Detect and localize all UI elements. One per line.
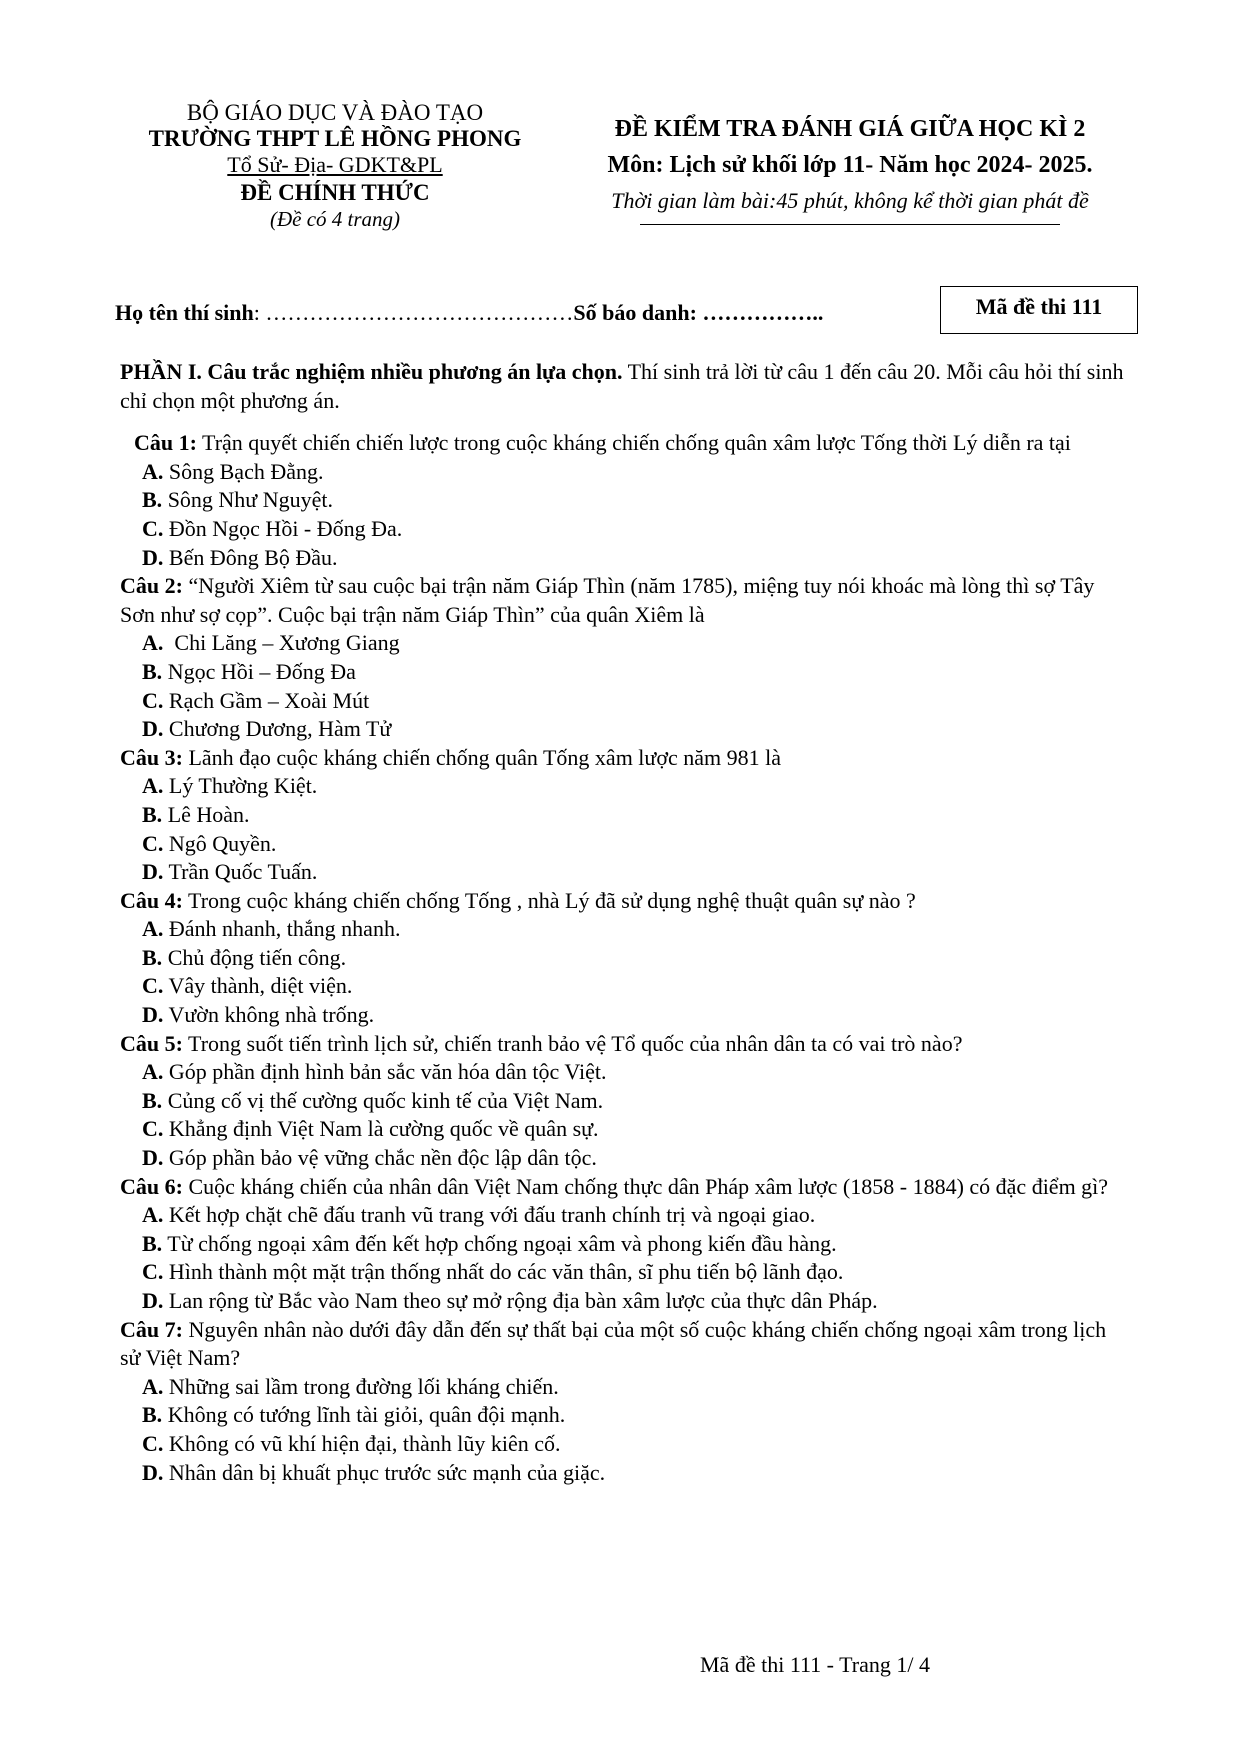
student-name-label: Họ tên thí sinh [115, 300, 254, 325]
option-label: D. [142, 1459, 164, 1485]
answer-option-b [120, 1230, 1125, 1259]
option-text: Nhân dân bị khuất phục trước sức mạnh của giặc. [163, 1459, 606, 1485]
answer-option-b [120, 486, 1125, 515]
option-label: D. [142, 1002, 164, 1028]
answer-option-d [120, 1459, 1125, 1488]
answer-option-d [120, 858, 1125, 887]
option-label: B. [142, 658, 163, 684]
answer-option-a [120, 772, 1125, 801]
question-label: Câu 6: [120, 1173, 183, 1199]
student-name-dots: : …………………………………… [253, 300, 574, 325]
option-label: B. [142, 1087, 163, 1113]
answer-option-d [120, 544, 1125, 573]
answer-option-b [120, 1087, 1125, 1116]
exam-title: ĐỀ KIỂM TRA ĐÁNH GIÁ GIỮA HỌC KÌ 2 [614, 116, 1086, 142]
official-label: ĐỀ CHÍNH THỨC [240, 180, 430, 205]
option-label: D. [142, 859, 164, 885]
option-text: Rạch Gầm – Xoài Mút [163, 687, 370, 713]
answer-option-d [120, 1144, 1125, 1173]
question-7 [120, 1316, 1125, 1373]
option-text: Góp phần định hình bản sắc văn hóa dân tộc Việt. [163, 1059, 607, 1085]
question-text: Nguyên nhân nào dưới đây dẫn đến sự thất bại của một số cuộc kháng chiến chống ngoại xâm trong lịch sử Việt Nam? [120, 1316, 1107, 1371]
answer-option-a [120, 915, 1125, 944]
answer-option-d [120, 1001, 1125, 1030]
option-label: D. [142, 1288, 164, 1313]
student-info-line [115, 300, 823, 326]
exam-time: Thời gian làm bài:45 phút, không kể thời gian phát đề [611, 188, 1089, 213]
option-label: A. [142, 1202, 164, 1228]
option-label: A. [142, 773, 164, 799]
option-label: D. [142, 1145, 164, 1171]
question-6 [120, 1173, 1125, 1202]
student-id-label: Số báo danh: [573, 300, 697, 325]
question-text: Trong cuộc kháng chiến chống Tống , nhà Lý đã sử dụng nghệ thuật quân sự nào ? [182, 887, 916, 913]
option-text: Vây thành, diệt viện. [163, 973, 353, 999]
option-label: C. [142, 687, 164, 713]
header-right [570, 112, 1130, 225]
option-label: C. [142, 1259, 164, 1285]
option-text: Sông Như Nguyệt. [162, 487, 333, 513]
answer-option-c [120, 830, 1125, 859]
question-text: “Người Xiêm từ sau cuộc bại trận năm Giáp Thìn (năm 1785), miệng tuy nói khoác mà lòng thì sợ Tây Sơn như sợ cọp”. Cuộc bại trận năm Giáp Thìn” của quân Xiêm là [120, 573, 1095, 627]
option-text: Chương Dương, Hàm Tử [163, 716, 392, 742]
option-text: Sông Bạch Đằng. [163, 458, 324, 484]
header-divider [640, 224, 1060, 225]
option-label: A. [142, 458, 164, 484]
option-label: A. [142, 630, 164, 656]
option-label: B. [142, 1402, 163, 1428]
answer-option-c [120, 1258, 1125, 1287]
option-text: Những sai lầm trong đường lối kháng chiến. [163, 1373, 559, 1399]
answer-option-b [120, 801, 1125, 830]
option-label: D. [142, 544, 164, 570]
exam-subject: Môn: Lịch sử khối lớp 11- Năm học 2024- 2025. [607, 152, 1093, 178]
exam-content [120, 358, 1125, 1487]
option-text: Chủ động tiến công. [162, 944, 347, 970]
page-footer: Mã đề thi 111 - Trang 1/ 4 [700, 1652, 930, 1677]
option-label: C. [142, 1430, 164, 1456]
question-4 [120, 887, 1125, 916]
option-text: Kết hợp chặt chẽ đấu tranh vũ trang với đấu tranh chính trị và ngoại giao. [163, 1202, 816, 1228]
answer-option-c [120, 687, 1125, 716]
option-text: Lê Hoàn. [162, 801, 250, 827]
question-text: Cuộc kháng chiến của nhân dân Việt Nam chống thực dân Pháp xâm lược (1858 - 1884) có đặc điểm gì? [182, 1173, 1109, 1199]
option-text: Lý Thường Kiệt. [163, 773, 318, 799]
option-text: Vườn không nhà trống. [163, 1002, 375, 1028]
answer-option-a [120, 1058, 1125, 1087]
option-label: C. [142, 830, 164, 856]
option-label: C. [142, 1116, 164, 1142]
answer-option-c [120, 1115, 1125, 1144]
answer-option-d [120, 715, 1125, 744]
header-left [120, 100, 550, 232]
page-count: (Đề có 4 trang) [269, 207, 401, 231]
option-text: Chi Lăng – Xương Giang [163, 630, 400, 656]
answer-option-c [120, 972, 1125, 1001]
answer-option-a [120, 1201, 1125, 1230]
question-text: Lãnh đạo cuộc kháng chiến chống quân Tống xâm lược năm 981 là [182, 744, 781, 770]
option-label: A. [142, 1373, 164, 1399]
option-text: Góp phần bảo vệ vững chắc nền độc lập dân tộc. [163, 1145, 597, 1171]
option-label: B. [142, 801, 163, 827]
question-1 [120, 429, 1125, 458]
answer-option-b [120, 1401, 1125, 1430]
answer-option-b [120, 658, 1125, 687]
option-label: A. [142, 1059, 164, 1085]
option-label: B. [142, 1230, 163, 1256]
option-text: Không có vũ khí hiện đại, thành lũy kiên cố. [163, 1430, 561, 1456]
question-label: Câu 1: [134, 430, 197, 456]
question-2 [120, 572, 1125, 629]
answer-option-a [120, 458, 1125, 487]
option-text: Bến Đông Bộ Đầu. [163, 544, 338, 570]
question-list [120, 429, 1125, 1487]
part-1-instructions [120, 358, 1125, 415]
answer-option-b [120, 944, 1125, 973]
student-id-dots: …………….. [696, 300, 824, 325]
option-text: Ngô Quyền. [163, 830, 277, 856]
answer-option-a [120, 1373, 1125, 1402]
option-label: B. [142, 944, 163, 970]
answer-option-a [120, 629, 1125, 658]
question-label: Câu 2: [120, 573, 183, 599]
question-label: Câu 3: [120, 744, 183, 770]
question-3 [120, 744, 1125, 773]
question-label: Câu 5: [120, 1030, 183, 1056]
option-label: C. [142, 515, 164, 541]
question-text: Trong suốt tiến trình lịch sử, chiến tranh bảo vệ Tổ quốc của nhân dân ta có vai trò nào? [182, 1030, 963, 1056]
option-text: Đồn Ngọc Hồi - Đống Đa. [163, 515, 403, 541]
school-name: TRƯỜNG THPT LÊ HỒNG PHONG [148, 126, 522, 151]
option-label: D. [142, 716, 164, 742]
ministry-name: BỘ GIÁO DỤC VÀ ĐÀO TẠO [186, 100, 484, 125]
option-text: Hình thành một mặt trận thống nhất do các văn thân, sĩ phu tiến bộ lãnh đạo. [163, 1259, 844, 1285]
option-text: Củng cố vị thế cường quốc kinh tế của Việt Nam. [162, 1087, 604, 1113]
option-label: C. [142, 973, 164, 999]
option-text: Lan rộng từ Bắc vào Nam theo sự mở rộng địa bàn xâm lược của thực dân Pháp. [163, 1288, 878, 1313]
question-5 [120, 1030, 1125, 1059]
option-text: Ngọc Hồi – Đống Đa [162, 658, 356, 684]
question-text: Trận quyết chiến chiến lược trong cuộc kháng chiến chống quân xâm lược Tống thời Lý diễn ra tại [196, 430, 1071, 456]
option-label: B. [142, 487, 163, 513]
answer-option-c [120, 515, 1125, 544]
answer-option-d [120, 1287, 1125, 1316]
question-label: Câu 7: [120, 1316, 183, 1342]
answer-option-c [120, 1430, 1125, 1459]
option-text: Trần Quốc Tuấn. [163, 859, 318, 885]
option-text: Khẳng định Việt Nam là cường quốc về quân sự. [163, 1116, 599, 1142]
option-text: Đánh nhanh, thắng nhanh. [163, 916, 401, 942]
option-text: Từ chống ngoại xâm đến kết hợp chống ngoại xâm và phong kiến đầu hàng. [162, 1230, 837, 1256]
exam-code-box: Mã đề thi 111 [940, 286, 1138, 334]
option-label: A. [142, 916, 164, 942]
question-label: Câu 4: [120, 887, 183, 913]
department-name: Tổ Sử- Địa- GDKT&PL [227, 152, 443, 177]
option-text: Không có tướng lĩnh tài giỏi, quân đội mạnh. [162, 1402, 566, 1428]
part-1-title: PHẦN I. Câu trắc nghiệm nhiều phương án lựa chọn. [120, 359, 623, 384]
part-1-text: Thí sinh trả lời từ câu 1 đến câu 20. Mỗi câu hỏi thí sinh chỉ chọn một phương án. [120, 359, 1124, 413]
